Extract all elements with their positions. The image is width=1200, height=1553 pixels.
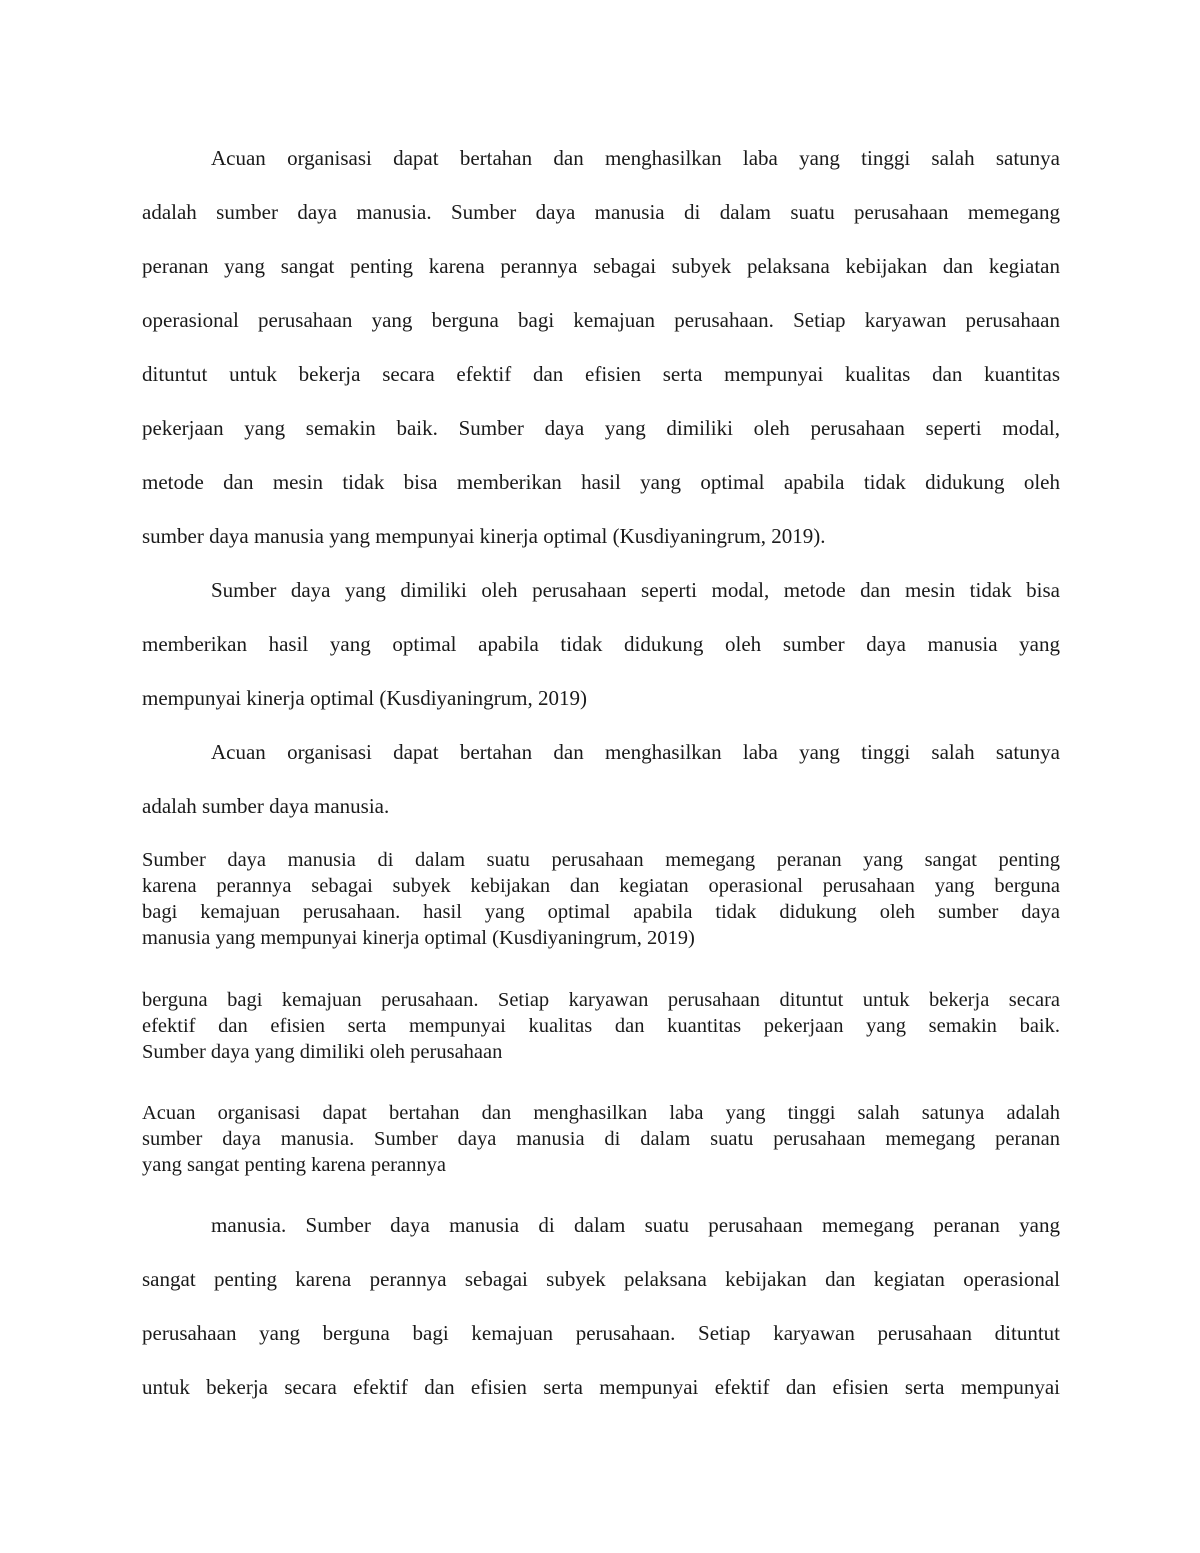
paragraph-4-line-2: karena perannya sebagai subyek kebijakan dan kegiatan operasional perusahaan yang berguna [142,875,1060,897]
paragraph-7-line-1: manusia. Sumber daya manusia di dalam suatu perusahaan memegang peranan yang [211,1213,1060,1237]
paragraph-3-line-1: Acuan organisasi dapat bertahan dan menghasilkan laba yang tinggi salah satunya [211,740,1060,764]
paragraph-1-line-8: sumber daya manusia yang mempunyai kinerja optimal (Kusdiyaningrum, 2019). [142,524,826,548]
paragraph-1-line-7: metode dan mesin tidak bisa memberikan hasil yang optimal apabila tidak didukung oleh [142,470,1060,494]
paragraph-1-line-4: operasional perusahaan yang berguna bagi kemajuan perusahaan. Setiap karyawan perusahaan [142,308,1060,332]
paragraph-7-line-3: perusahaan yang berguna bagi kemajuan perusahaan. Setiap karyawan perusahaan dituntut [142,1321,1060,1345]
paragraph-6-line-1: Acuan organisasi dapat bertahan dan menghasilkan laba yang tinggi salah satunya adalah [142,1102,1060,1124]
paragraph-7-line-2: sangat penting karena perannya sebagai subyek pelaksana kebijakan dan kegiatan operasional [142,1267,1060,1291]
paragraph-5-line-2: efektif dan efisien serta mempunyai kualitas dan kuantitas pekerjaan yang semakin baik. [142,1015,1060,1037]
paragraph-7-line-4: untuk bekerja secara efektif dan efisien serta mempunyai efektif dan efisien serta mempunyai [142,1375,1060,1399]
paragraph-1-line-5: dituntut untuk bekerja secara efektif dan efisien serta mempunyai kualitas dan kuantitas [142,362,1060,386]
paragraph-2-line-3: mempunyai kinerja optimal (Kusdiyaningrum, 2019) [142,686,587,710]
paragraph-6-line-3: yang sangat penting karena perannya [142,1154,446,1176]
paragraph-1-line-6: pekerjaan yang semakin baik. Sumber daya yang dimiliki oleh perusahaan seperti modal, [142,416,1060,440]
paragraph-5-line-1: berguna bagi kemajuan perusahaan. Setiap karyawan perusahaan dituntut untuk bekerja secara [142,989,1060,1011]
paragraph-4-line-4: manusia yang mempunyai kinerja optimal (Kusdiyaningrum, 2019) [142,927,695,949]
paragraph-4-line-1: Sumber daya manusia di dalam suatu perusahaan memegang peranan yang sangat penting [142,849,1060,871]
paragraph-2-line-2: memberikan hasil yang optimal apabila tidak didukung oleh sumber daya manusia yang [142,632,1060,656]
paragraph-6-line-2: sumber daya manusia. Sumber daya manusia di dalam suatu perusahaan memegang peranan [142,1128,1060,1150]
paragraph-5-line-3: Sumber daya yang dimiliki oleh perusahaan [142,1041,503,1063]
paragraph-1-line-2: adalah sumber daya manusia. Sumber daya manusia di dalam suatu perusahaan memegang [142,200,1060,224]
paragraph-3-line-2: adalah sumber daya manusia. [142,794,390,818]
paragraph-4-line-3: bagi kemajuan perusahaan. hasil yang optimal apabila tidak didukung oleh sumber daya [142,901,1060,923]
paragraph-2-line-1: Sumber daya yang dimiliki oleh perusahaan seperti modal, metode dan mesin tidak bisa [211,578,1060,602]
paragraph-1-line-1: Acuan organisasi dapat bertahan dan menghasilkan laba yang tinggi salah satunya [211,146,1060,170]
paragraph-1-line-3: peranan yang sangat penting karena perannya sebagai subyek pelaksana kebijakan dan kegiatan [142,254,1060,278]
